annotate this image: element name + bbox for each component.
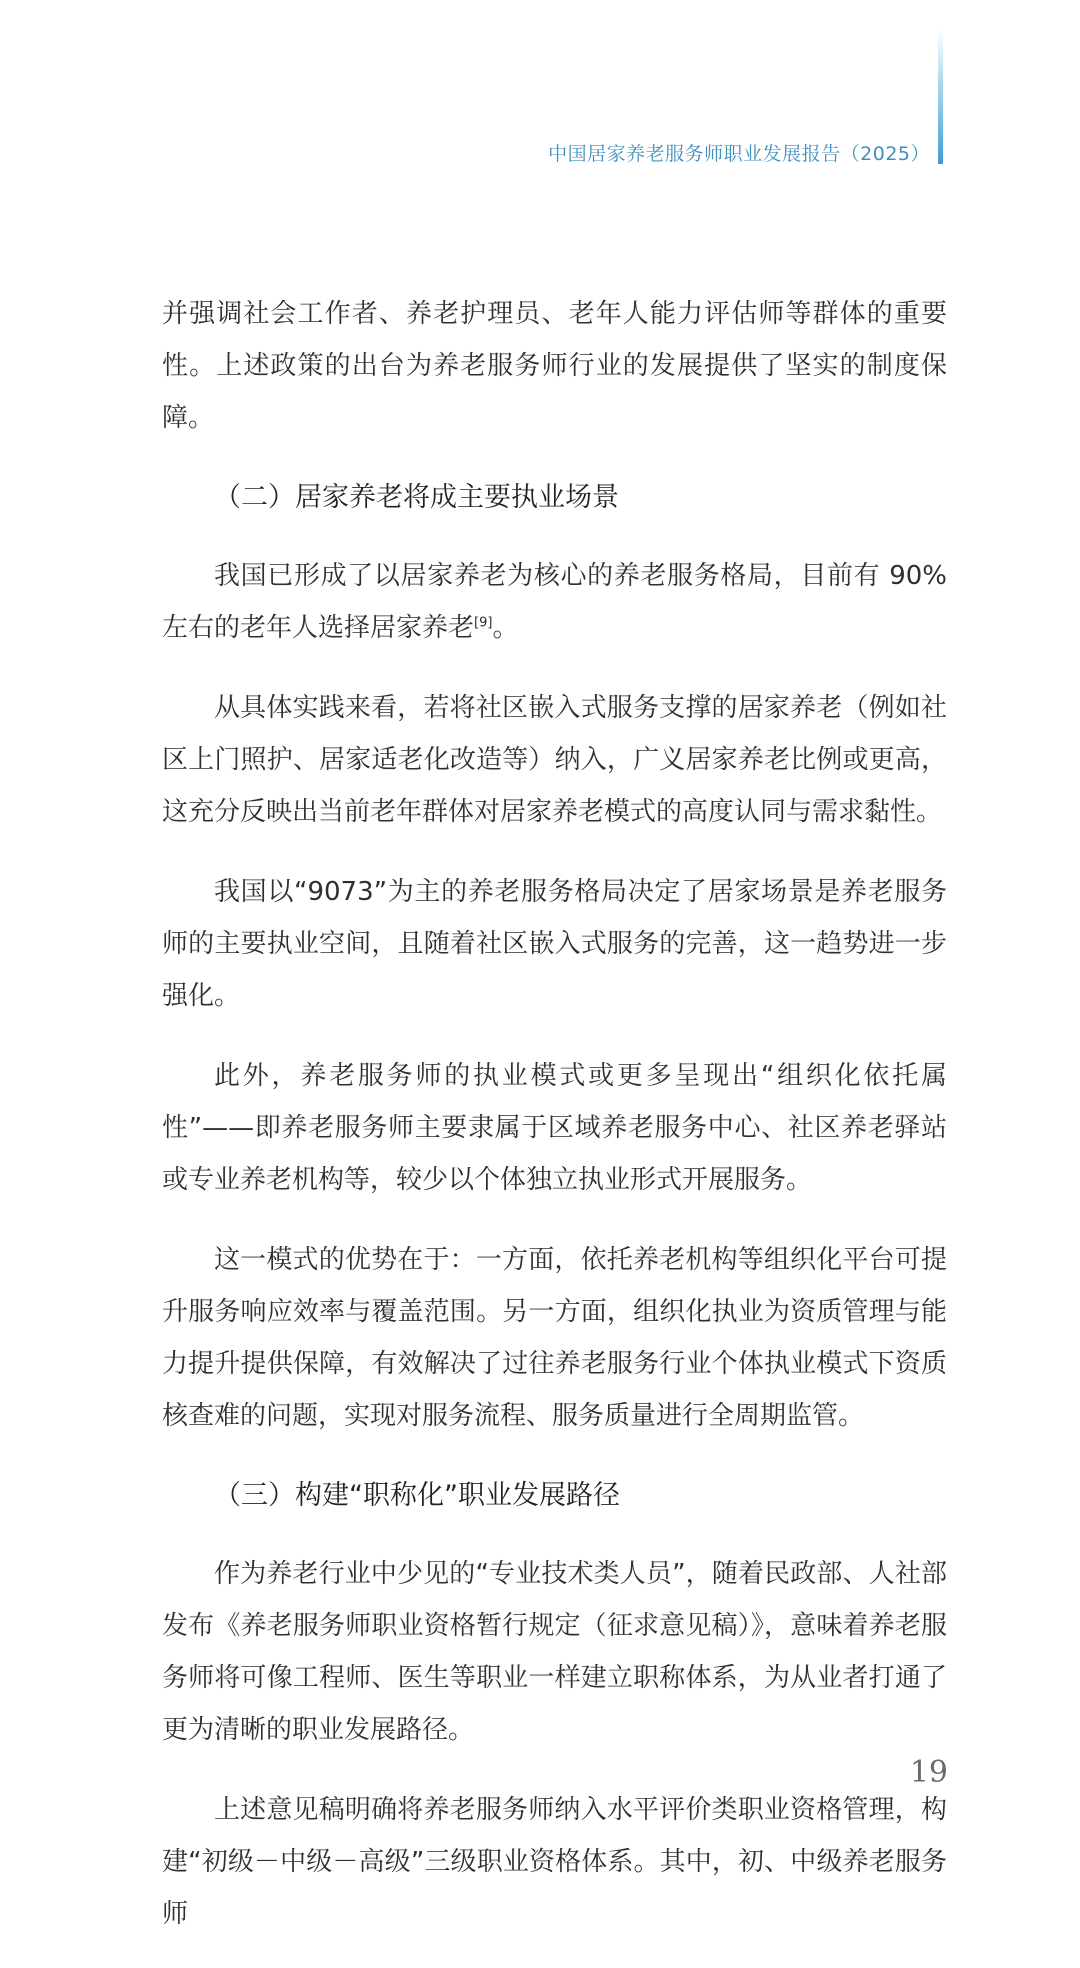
page-body [162, 288, 947, 1968]
paragraph-end: 。 [492, 613, 519, 643]
paragraph-continued: 并强调社会工作者、养老护理员、老年人能力评估师等群体的重要性。上述政策的出台为养老服务师行业的发展提供了坚实的制度保障。 [162, 299, 947, 433]
page-number: 19 [909, 1755, 948, 1790]
running-header: 中国居家养老服务师职业发展报告（2025） [548, 143, 930, 165]
paragraph-home-care-share [162, 550, 947, 654]
section-heading-2: （二）居家养老将成主要执业场景 [214, 482, 619, 513]
paragraph-professional-title: 作为养老行业中少见的“专业技术类人员”，随着民政部、人社部发布《养老服务师职业资格暂行规定（征求意见稿）》，意味着养老服务师将可像工程师、医生等职业一样建立职称体系，为从业者打通了更为清晰的职业发展路径。 [162, 1559, 947, 1745]
paragraph-advantage: 这一模式的优势在于：一方面，依托养老机构等组织化平台可提升服务响应效率与覆盖范围。另一方面，组织化执业为资质管理与能力提升提供保障，有效解决了过往养老服务行业个体执业模式下资质核查难的问题，实现对服务流程、服务质量进行全周期监管。 [162, 1245, 947, 1431]
paragraph-organization: 此外，养老服务师的执业模式或更多呈现出“组织化依托属性”——即养老服务师主要隶属于区域养老服务中心、社区养老驿站或专业养老机构等，较少以个体独立执业形式开展服务。 [162, 1061, 947, 1195]
paragraph-qualification-system: 上述意见稿明确将养老服务师纳入水平评价类职业资格管理，构建“初级－中级－高级”三级职业资格体系。其中，初、中级养老服务师 [162, 1795, 947, 1929]
paragraph-practice: 从具体实践来看，若将社区嵌入式服务支撑的居家养老（例如社区上门照护、居家适老化改造等）纳入，广义居家养老比例或更高，这充分反映出当前老年群体对居家养老模式的高度认同与需求黏性。 [162, 693, 947, 827]
paragraph-text: 我国已形成了以居家养老为核心的养老服务格局，目前有 90% 左右的老年人选择居家养老 [162, 561, 947, 643]
section-heading-3: （三）构建“职称化”职业发展路径 [214, 1480, 620, 1511]
header-accent-bar [938, 28, 943, 164]
citation-ref: [9] [474, 615, 493, 631]
paragraph-9073: 我国以“9073”为主的养老服务格局决定了居家场景是养老服务师的主要执业空间，且随着社区嵌入式服务的完善，这一趋势进一步强化。 [162, 877, 947, 1011]
